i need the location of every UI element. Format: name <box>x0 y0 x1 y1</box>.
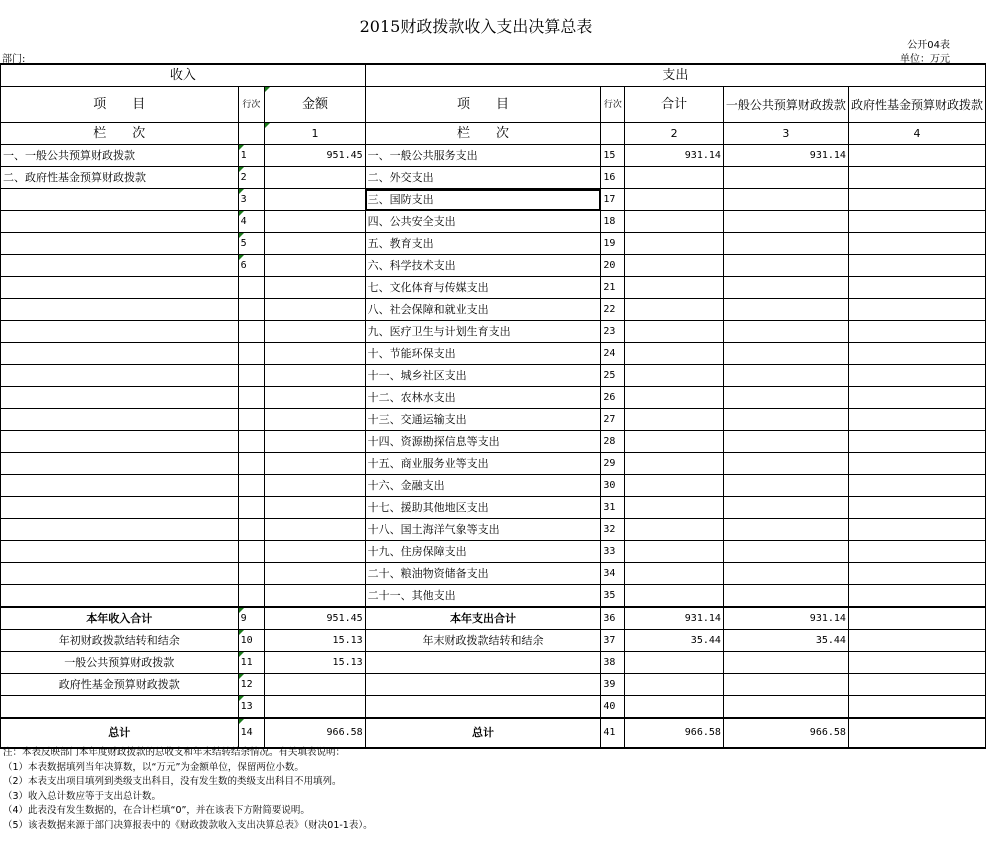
cell[interactable] <box>1 299 239 321</box>
income-item-cell[interactable] <box>1 233 239 255</box>
table-row <box>1 255 986 277</box>
col-index-4[interactable]: 4 <box>848 123 985 145</box>
expense-total-cell[interactable] <box>625 585 724 608</box>
income-summary-amount[interactable] <box>265 696 365 719</box>
general-budget-cell[interactable] <box>723 321 848 343</box>
general-budget-cell[interactable] <box>723 409 848 431</box>
income-summary-amount[interactable]: 966.58 <box>265 718 365 748</box>
expense-rowno-cell[interactable]: 24 <box>601 343 625 365</box>
expense-summary-rowno[interactable]: 39 <box>601 674 625 696</box>
expense-item-cell[interactable]: 十七、援助其他地区支出 <box>365 497 601 519</box>
cell[interactable] <box>265 585 365 608</box>
cell[interactable] <box>265 497 365 519</box>
expense-rowno-cell[interactable]: 27 <box>601 409 625 431</box>
expense-total-cell[interactable]: 931.14 <box>625 145 724 167</box>
gov-fund-summary[interactable] <box>848 652 985 674</box>
footnote-line: （1）本表数据填列当年决算数，以“万元”为金额单位，保留两位小数。 <box>3 761 304 773</box>
table-row <box>1 343 986 365</box>
expense-rowno-cell[interactable]: 29 <box>601 453 625 475</box>
cell[interactable] <box>238 387 265 409</box>
expense-item-cell[interactable]: 五、教育支出 <box>365 233 601 255</box>
expense-item-cell[interactable]: 十、节能环保支出 <box>365 343 601 365</box>
income-amount-cell[interactable]: 951.45 <box>265 145 365 167</box>
general-budget-summary[interactable] <box>723 674 848 696</box>
expense-rowno-cell[interactable]: 23 <box>601 321 625 343</box>
general-budget-cell[interactable] <box>723 585 848 608</box>
gov-fund-cell[interactable] <box>848 563 985 585</box>
income-summary-amount[interactable]: 15.13 <box>265 630 365 652</box>
gov-fund-header[interactable]: 政府性基金预算财政拨款 <box>848 87 985 123</box>
cell[interactable] <box>1 431 239 453</box>
cell[interactable] <box>238 497 265 519</box>
gov-fund-cell[interactable] <box>848 431 985 453</box>
table-row <box>1 541 986 563</box>
expense-summary-total[interactable] <box>625 652 724 674</box>
gov-fund-summary[interactable] <box>848 674 985 696</box>
table-row <box>1 475 986 497</box>
income-rowno-header[interactable]: 行次 <box>238 87 265 123</box>
gov-fund-cell[interactable] <box>848 167 985 189</box>
expense-rowno-cell[interactable]: 20 <box>601 255 625 277</box>
income-summary-amount[interactable] <box>265 674 365 696</box>
gov-fund-cell[interactable] <box>848 145 985 167</box>
table-row <box>1 453 986 475</box>
expense-summary-label[interactable]: 总计 <box>365 718 601 748</box>
cell[interactable] <box>1 453 239 475</box>
gov-fund-summary[interactable] <box>848 607 985 630</box>
income-item-cell[interactable] <box>1 255 239 277</box>
expense-summary-rowno[interactable]: 37 <box>601 630 625 652</box>
expense-item-cell[interactable]: 十三、交通运输支出 <box>365 409 601 431</box>
expense-col-label[interactable]: 栏 次 <box>365 123 601 145</box>
gov-fund-summary[interactable] <box>848 630 985 652</box>
cell[interactable] <box>1 497 239 519</box>
expense-rowno-cell[interactable]: 32 <box>601 519 625 541</box>
expense-summary-rowno[interactable]: 40 <box>601 696 625 719</box>
income-summary-label[interactable]: 年初财政拨款结转和结余 <box>1 630 239 652</box>
expense-rowno-header[interactable]: 行次 <box>601 87 625 123</box>
expense-summary-label[interactable]: 本年支出合计 <box>365 607 601 630</box>
general-budget-cell[interactable] <box>723 475 848 497</box>
income-rowno-cell[interactable]: 4 <box>238 211 265 233</box>
gov-fund-cell[interactable] <box>848 321 985 343</box>
general-budget-cell[interactable] <box>723 299 848 321</box>
expense-rowno-cell[interactable]: 28 <box>601 431 625 453</box>
table-row <box>1 277 986 299</box>
income-amount-cell[interactable] <box>265 167 365 189</box>
general-budget-cell[interactable] <box>723 387 848 409</box>
summary-row <box>1 674 986 696</box>
expense-item-header[interactable]: 项 目 <box>365 87 601 123</box>
income-item-header[interactable]: 项 目 <box>1 87 239 123</box>
general-budget-cell[interactable] <box>723 211 848 233</box>
cell[interactable] <box>238 519 265 541</box>
table-row <box>1 431 986 453</box>
table-row <box>1 585 986 608</box>
cell[interactable] <box>238 365 265 387</box>
table-row <box>1 167 986 189</box>
cell[interactable] <box>238 475 265 497</box>
form-code: 公开04表 <box>907 40 950 51</box>
gov-fund-cell[interactable] <box>848 387 985 409</box>
cell[interactable] <box>238 343 265 365</box>
cell[interactable] <box>1 563 239 585</box>
gov-fund-cell[interactable] <box>848 255 985 277</box>
expense-item-cell[interactable]: 二十、粮油物资储备支出 <box>365 563 601 585</box>
expense-summary-total[interactable] <box>625 696 724 719</box>
cell[interactable] <box>265 409 365 431</box>
cell[interactable] <box>265 365 365 387</box>
expense-item-cell[interactable]: 二十一、其他支出 <box>365 585 601 608</box>
general-budget-cell[interactable]: 931.14 <box>723 145 848 167</box>
income-header[interactable]: 收入 <box>1 64 366 87</box>
general-budget-summary[interactable]: 35.44 <box>723 630 848 652</box>
cell[interactable] <box>265 343 365 365</box>
gov-fund-cell[interactable] <box>848 211 985 233</box>
col-index-3[interactable]: 3 <box>723 123 848 145</box>
income-summary-rowno[interactable]: 9 <box>238 607 265 630</box>
expense-rowno-cell[interactable]: 18 <box>601 211 625 233</box>
expense-item-cell[interactable]: 十一、城乡社区支出 <box>365 365 601 387</box>
expense-total-cell[interactable] <box>625 541 724 563</box>
general-budget-cell[interactable] <box>723 519 848 541</box>
general-budget-summary[interactable]: 966.58 <box>723 718 848 748</box>
cell[interactable] <box>238 585 265 608</box>
expense-item-cell[interactable]: 八、社会保障和就业支出 <box>365 299 601 321</box>
income-summary-rowno[interactable]: 11 <box>238 652 265 674</box>
expense-rowno-cell[interactable]: 35 <box>601 585 625 608</box>
expense-item-cell[interactable]: 四、公共安全支出 <box>365 211 601 233</box>
gov-fund-cell[interactable] <box>848 343 985 365</box>
table-row <box>1 321 986 343</box>
expense-total-cell[interactable] <box>625 343 724 365</box>
income-summary-label[interactable]: 政府性基金预算财政拨款 <box>1 674 239 696</box>
expense-total-cell[interactable] <box>625 233 724 255</box>
general-budget-cell[interactable] <box>723 453 848 475</box>
expense-summary-rowno[interactable]: 38 <box>601 652 625 674</box>
gov-fund-summary[interactable] <box>848 718 985 748</box>
expense-rowno-cell[interactable]: 33 <box>601 541 625 563</box>
gov-fund-cell[interactable] <box>848 453 985 475</box>
cell[interactable] <box>265 563 365 585</box>
expense-rowno-cell[interactable]: 25 <box>601 365 625 387</box>
cell[interactable] <box>238 541 265 563</box>
expense-rowno-cell[interactable]: 31 <box>601 497 625 519</box>
gov-fund-cell[interactable] <box>848 409 985 431</box>
table-row <box>1 519 986 541</box>
table-row <box>1 387 986 409</box>
cell[interactable] <box>601 123 625 145</box>
general-budget-cell[interactable] <box>723 167 848 189</box>
income-amount-cell[interactable] <box>265 233 365 255</box>
expense-total-cell[interactable] <box>625 299 724 321</box>
expense-item-cell[interactable]: 一、一般公共服务支出 <box>365 145 601 167</box>
unit-label: 单位：万元 <box>900 54 950 65</box>
gov-fund-cell[interactable] <box>848 299 985 321</box>
cell[interactable] <box>265 541 365 563</box>
income-amount-cell[interactable] <box>265 189 365 211</box>
general-budget-cell[interactable] <box>723 277 848 299</box>
table-row <box>1 189 986 211</box>
expense-rowno-cell[interactable]: 16 <box>601 167 625 189</box>
cell[interactable] <box>238 321 265 343</box>
summary-row <box>1 696 986 719</box>
expense-rowno-cell[interactable]: 19 <box>601 233 625 255</box>
gov-fund-cell[interactable] <box>848 277 985 299</box>
cell[interactable] <box>1 541 239 563</box>
col-index-1[interactable]: 1 <box>265 123 365 145</box>
table-row <box>1 233 986 255</box>
expense-total-cell[interactable] <box>625 453 724 475</box>
general-budget-cell[interactable] <box>723 255 848 277</box>
expense-summary-rowno[interactable]: 36 <box>601 607 625 630</box>
expense-item-cell[interactable]: 三、国防支出 <box>365 189 601 211</box>
cell[interactable] <box>238 277 265 299</box>
income-summary-amount[interactable]: 15.13 <box>265 652 365 674</box>
cell[interactable] <box>1 519 239 541</box>
cell[interactable] <box>1 321 239 343</box>
cell[interactable] <box>265 475 365 497</box>
gov-fund-cell[interactable] <box>848 585 985 608</box>
income-amount-cell[interactable] <box>265 255 365 277</box>
footnote-line: 注：本表反映部门本年度财政拨款的总收支和年末结转结余情况。有关填表说明： <box>3 747 346 758</box>
income-summary-label[interactable]: 一般公共预算财政拨款 <box>1 652 239 674</box>
income-rowno-cell[interactable]: 5 <box>238 233 265 255</box>
cell[interactable] <box>238 563 265 585</box>
income-rowno-cell[interactable]: 3 <box>238 189 265 211</box>
income-item-cell[interactable]: 一、一般公共预算财政拨款 <box>1 145 239 167</box>
income-summary-label[interactable]: 总计 <box>1 718 239 748</box>
footnote-line: （5）该表数据来源于部门决算报表中的《财政拨款收入支出决算总表》（财决01-1表）。 <box>3 819 373 831</box>
expense-total-cell[interactable] <box>625 497 724 519</box>
general-budget-cell[interactable] <box>723 233 848 255</box>
expense-rowno-cell[interactable]: 17 <box>601 189 625 211</box>
table-row <box>1 563 986 585</box>
cell[interactable] <box>238 409 265 431</box>
summary-row <box>1 718 986 748</box>
income-summary-rowno[interactable]: 13 <box>238 696 265 719</box>
cell[interactable] <box>1 409 239 431</box>
footnote-line: （4）此表没有发生数据的，在合计栏填“0”，并在该表下方附简要说明。 <box>3 805 310 816</box>
expense-item-cell[interactable]: 十六、金融支出 <box>365 475 601 497</box>
summary-row <box>1 652 986 674</box>
department-label: 部门: <box>2 54 26 65</box>
expense-item-cell[interactable]: 二、外交支出 <box>365 167 601 189</box>
expense-summary-label[interactable] <box>365 696 601 719</box>
gov-fund-summary[interactable] <box>848 696 985 719</box>
footnotes <box>3 746 373 833</box>
expense-item-cell[interactable]: 六、科学技术支出 <box>365 255 601 277</box>
cell[interactable] <box>1 365 239 387</box>
income-item-cell[interactable] <box>1 189 239 211</box>
expense-total-cell[interactable] <box>625 277 724 299</box>
expense-rowno-cell[interactable]: 30 <box>601 475 625 497</box>
expense-summary-total[interactable]: 931.14 <box>625 607 724 630</box>
expense-total-cell[interactable] <box>625 431 724 453</box>
cell[interactable] <box>1 387 239 409</box>
income-summary-rowno[interactable]: 10 <box>238 630 265 652</box>
table-row <box>1 211 986 233</box>
cell[interactable] <box>238 431 265 453</box>
gov-fund-cell[interactable] <box>848 519 985 541</box>
expense-rowno-cell[interactable]: 34 <box>601 563 625 585</box>
expense-summary-total[interactable] <box>625 674 724 696</box>
cell[interactable] <box>265 299 365 321</box>
cell[interactable] <box>1 277 239 299</box>
gov-fund-cell[interactable] <box>848 189 985 211</box>
expense-item-cell[interactable]: 十二、农林水支出 <box>365 387 601 409</box>
expense-rowno-cell[interactable]: 22 <box>601 299 625 321</box>
general-budget-summary[interactable] <box>723 652 848 674</box>
income-amount-cell[interactable] <box>265 211 365 233</box>
income-summary-amount[interactable]: 951.45 <box>265 607 365 630</box>
expense-item-cell[interactable]: 七、文化体育与传媒支出 <box>365 277 601 299</box>
income-amount-header[interactable]: 金额 <box>265 87 365 123</box>
report-title: 2015财政拨款收入支出决算总表 <box>359 17 593 36</box>
general-budget-cell[interactable] <box>723 541 848 563</box>
expense-total-cell[interactable] <box>625 167 724 189</box>
col-index-2[interactable]: 2 <box>625 123 724 145</box>
income-summary-label[interactable]: 本年收入合计 <box>1 607 239 630</box>
gov-fund-cell[interactable] <box>848 233 985 255</box>
cell[interactable] <box>265 519 365 541</box>
expense-total-cell[interactable] <box>625 387 724 409</box>
expense-total-cell[interactable] <box>625 409 724 431</box>
expense-item-cell[interactable]: 十九、住房保障支出 <box>365 541 601 563</box>
expense-total-cell[interactable] <box>625 365 724 387</box>
cell[interactable] <box>238 123 265 145</box>
expense-item-cell[interactable]: 十四、资源勘探信息等支出 <box>365 431 601 453</box>
income-summary-rowno[interactable]: 12 <box>238 674 265 696</box>
cell[interactable] <box>1 343 239 365</box>
expense-summary-label[interactable]: 年末财政拨款结转和结余 <box>365 630 601 652</box>
summary-row <box>1 630 986 652</box>
expense-item-cell[interactable]: 九、医疗卫生与计划生育支出 <box>365 321 601 343</box>
cell[interactable] <box>265 453 365 475</box>
expense-total-cell[interactable] <box>625 321 724 343</box>
expense-total-cell[interactable] <box>625 563 724 585</box>
expense-rowno-cell[interactable]: 26 <box>601 387 625 409</box>
footnote-line: （3）收入总计数应等于支出总计数。 <box>3 790 162 802</box>
cell[interactable] <box>1 585 239 608</box>
expense-summary-label[interactable] <box>365 674 601 696</box>
expense-header[interactable]: 支出 <box>365 64 985 87</box>
expense-item-cell[interactable]: 十八、国土海洋气象等支出 <box>365 519 601 541</box>
income-item-cell[interactable]: 二、政府性基金预算财政拨款 <box>1 167 239 189</box>
general-budget-header[interactable]: 一般公共预算财政拨款 <box>723 87 848 123</box>
cell[interactable] <box>238 453 265 475</box>
expense-summary-total[interactable]: 966.58 <box>625 718 724 748</box>
income-summary-label[interactable] <box>1 696 239 719</box>
cell[interactable] <box>265 431 365 453</box>
expense-summary-rowno[interactable]: 41 <box>601 718 625 748</box>
general-budget-cell[interactable] <box>723 497 848 519</box>
expense-total-cell[interactable] <box>625 255 724 277</box>
expense-total-cell[interactable] <box>625 475 724 497</box>
budget-table <box>0 63 986 749</box>
spreadsheet-grid <box>0 63 986 749</box>
expense-summary-total[interactable]: 35.44 <box>625 630 724 652</box>
gov-fund-cell[interactable] <box>848 365 985 387</box>
general-budget-cell[interactable] <box>723 365 848 387</box>
general-budget-summary[interactable]: 931.14 <box>723 607 848 630</box>
expense-total-header[interactable]: 合计 <box>625 87 724 123</box>
cell[interactable] <box>1 475 239 497</box>
general-budget-summary[interactable] <box>723 696 848 719</box>
expense-item-cell[interactable]: 十五、商业服务业等支出 <box>365 453 601 475</box>
expense-rowno-cell[interactable]: 21 <box>601 277 625 299</box>
general-budget-cell[interactable] <box>723 431 848 453</box>
general-budget-cell[interactable] <box>723 563 848 585</box>
table-row <box>1 409 986 431</box>
table-row <box>1 497 986 519</box>
table-row <box>1 299 986 321</box>
general-budget-cell[interactable] <box>723 189 848 211</box>
cell[interactable] <box>265 387 365 409</box>
table-row <box>1 365 986 387</box>
table-row <box>1 145 986 167</box>
expense-total-cell[interactable] <box>625 189 724 211</box>
expense-total-cell[interactable] <box>625 211 724 233</box>
footnote-line: （2）本表支出项目填列到类级支出科目，没有发生数的类级支出科目不用填列。 <box>3 776 342 787</box>
income-rowno-cell[interactable]: 1 <box>238 145 265 167</box>
general-budget-cell[interactable] <box>723 343 848 365</box>
cell[interactable] <box>238 299 265 321</box>
income-rowno-cell[interactable]: 2 <box>238 167 265 189</box>
income-rowno-cell[interactable]: 6 <box>238 255 265 277</box>
income-col-label[interactable]: 栏 次 <box>1 123 239 145</box>
gov-fund-cell[interactable] <box>848 497 985 519</box>
income-summary-rowno[interactable]: 14 <box>238 718 265 748</box>
income-item-cell[interactable] <box>1 211 239 233</box>
expense-total-cell[interactable] <box>625 519 724 541</box>
gov-fund-cell[interactable] <box>848 475 985 497</box>
summary-row <box>1 607 986 630</box>
gov-fund-cell[interactable] <box>848 541 985 563</box>
cell[interactable] <box>265 277 365 299</box>
expense-summary-label[interactable] <box>365 652 601 674</box>
expense-rowno-cell[interactable]: 15 <box>601 145 625 167</box>
cell[interactable] <box>265 321 365 343</box>
